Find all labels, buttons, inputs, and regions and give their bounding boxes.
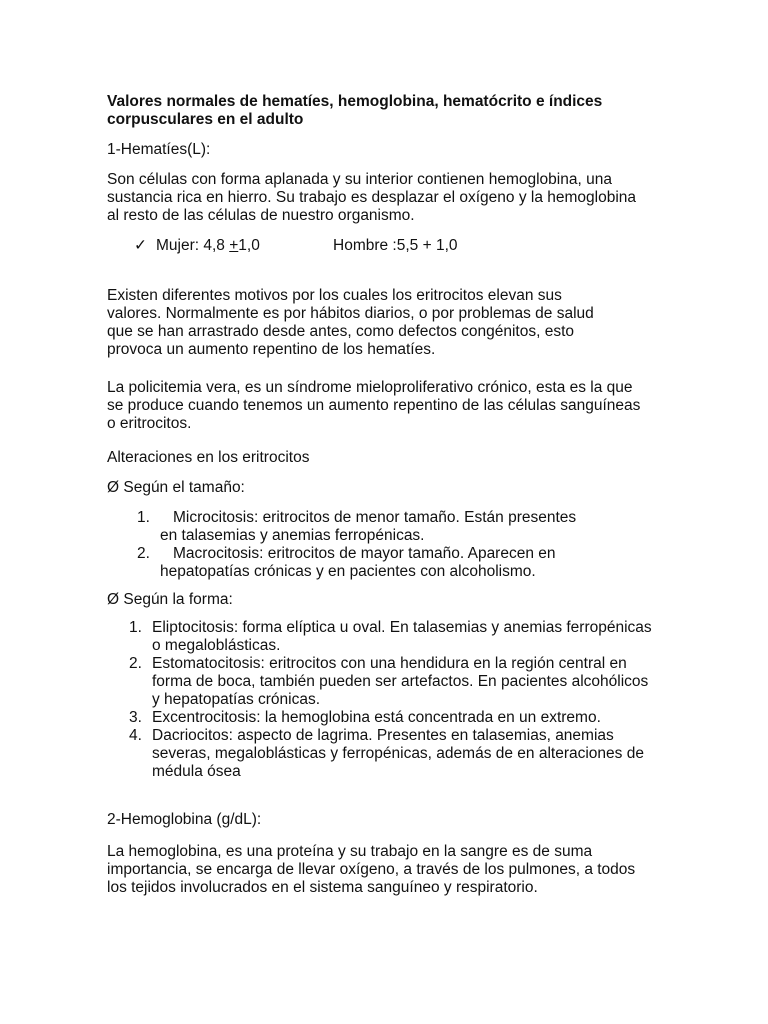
list-item [107, 727, 652, 781]
section-2-heading: 2-Hemoglobina (g/dL): [107, 811, 262, 828]
list-item-number: 1. [137, 509, 150, 526]
list-item-text: Eliptocitosis: forma elíptica u oval. En talasemias y anemias ferropénicas o megaloblásticas. [152, 619, 652, 654]
checkmark-icon: ✓ [134, 237, 147, 254]
document-title: Valores normales de hematíes, hemoglobina, hematócrito e índices corpusculares en el adulto [107, 93, 603, 128]
motivos-paragraph: Existen diferentes motivos por los cuales los eritrocitos elevan sus valores. Normalmente es por hábitos diarios, o por problemas de salud que se han arrastrado desde antes, como defectos congénitos, esto provoca un aumento repentino de los hematíes. [107, 287, 594, 358]
section-1-heading: 1-Hematíes(L): [107, 141, 211, 158]
value-mujer-suffix: 1,0 [238, 237, 260, 254]
value-mujer-prefix: Mujer: 4,8 [156, 237, 230, 254]
tamano-list [107, 509, 597, 581]
document-page [107, 93, 667, 897]
segun-forma-heading: Ø Según la forma: [107, 591, 233, 608]
list-item-number: 2. [137, 545, 150, 562]
value-hombre: Hombre :5,5 + 1,0 [333, 237, 458, 254]
value-mujer [156, 237, 260, 255]
plus-minus-sign: + [229, 237, 239, 254]
list-item-text: Microcitosis: eritrocitos de menor tamaño. Están presentes en talasemias y anemias ferropénicas. [160, 509, 577, 544]
list-item-text: Dacriocitos: aspecto de lagrima. Presentes en talasemias, anemias severas, megaloblásticas y ferropénicas, además de en alteraciones de médula ósea [152, 727, 644, 780]
list-item [107, 709, 652, 727]
list-item-text: Excentrocitosis: la hemoglobina está concentrada en un extremo. [152, 709, 601, 726]
list-item [107, 545, 597, 581]
segun-tamano-heading: Ø Según el tamaño: [107, 479, 245, 496]
forma-list [107, 619, 652, 781]
hematies-description: Son células con forma aplanada y su interior contienen hemoglobina, una sustancia rica en hierro. Su trabajo es desplazar el oxígeno y la hemoglobina al resto de las células de nuestro organismo. [107, 171, 637, 224]
list-item [107, 655, 652, 709]
alteraciones-heading: Alteraciones en los eritrocitos [107, 449, 310, 466]
list-item [107, 509, 597, 545]
list-item-number: 3. [129, 709, 142, 726]
list-item-number: 2. [129, 655, 142, 672]
list-item-number: 4. [129, 727, 142, 744]
policitemia-paragraph: La policitemia vera, es un síndrome mieloproliferativo crónico, esta es la que se produce cuando tenemos un aumento repentino de las células sanguíneas o eritrocitos. [107, 379, 641, 432]
list-item-number: 1. [129, 619, 142, 636]
list-item-text: Macrocitosis: eritrocitos de mayor tamaño. Aparecen en hepatopatías crónicas y en pacientes con alcoholismo. [160, 545, 556, 580]
normal-values-row [134, 237, 667, 255]
list-item-text: Estomatocitosis: eritrocitos con una hendidura en la región central en forma de boca, también pueden ser artefactos. En pacientes alcohólicos y hepatopatías crónicas. [152, 655, 649, 708]
hemoglobina-description: La hemoglobina, es una proteína y su trabajo en la sangre es de suma importancia, se encarga de llevar oxígeno, a través de los pulmones, a todos los tejidos involucrados en el sistema sanguíneo y respiratorio. [107, 843, 636, 896]
list-item [107, 619, 652, 655]
